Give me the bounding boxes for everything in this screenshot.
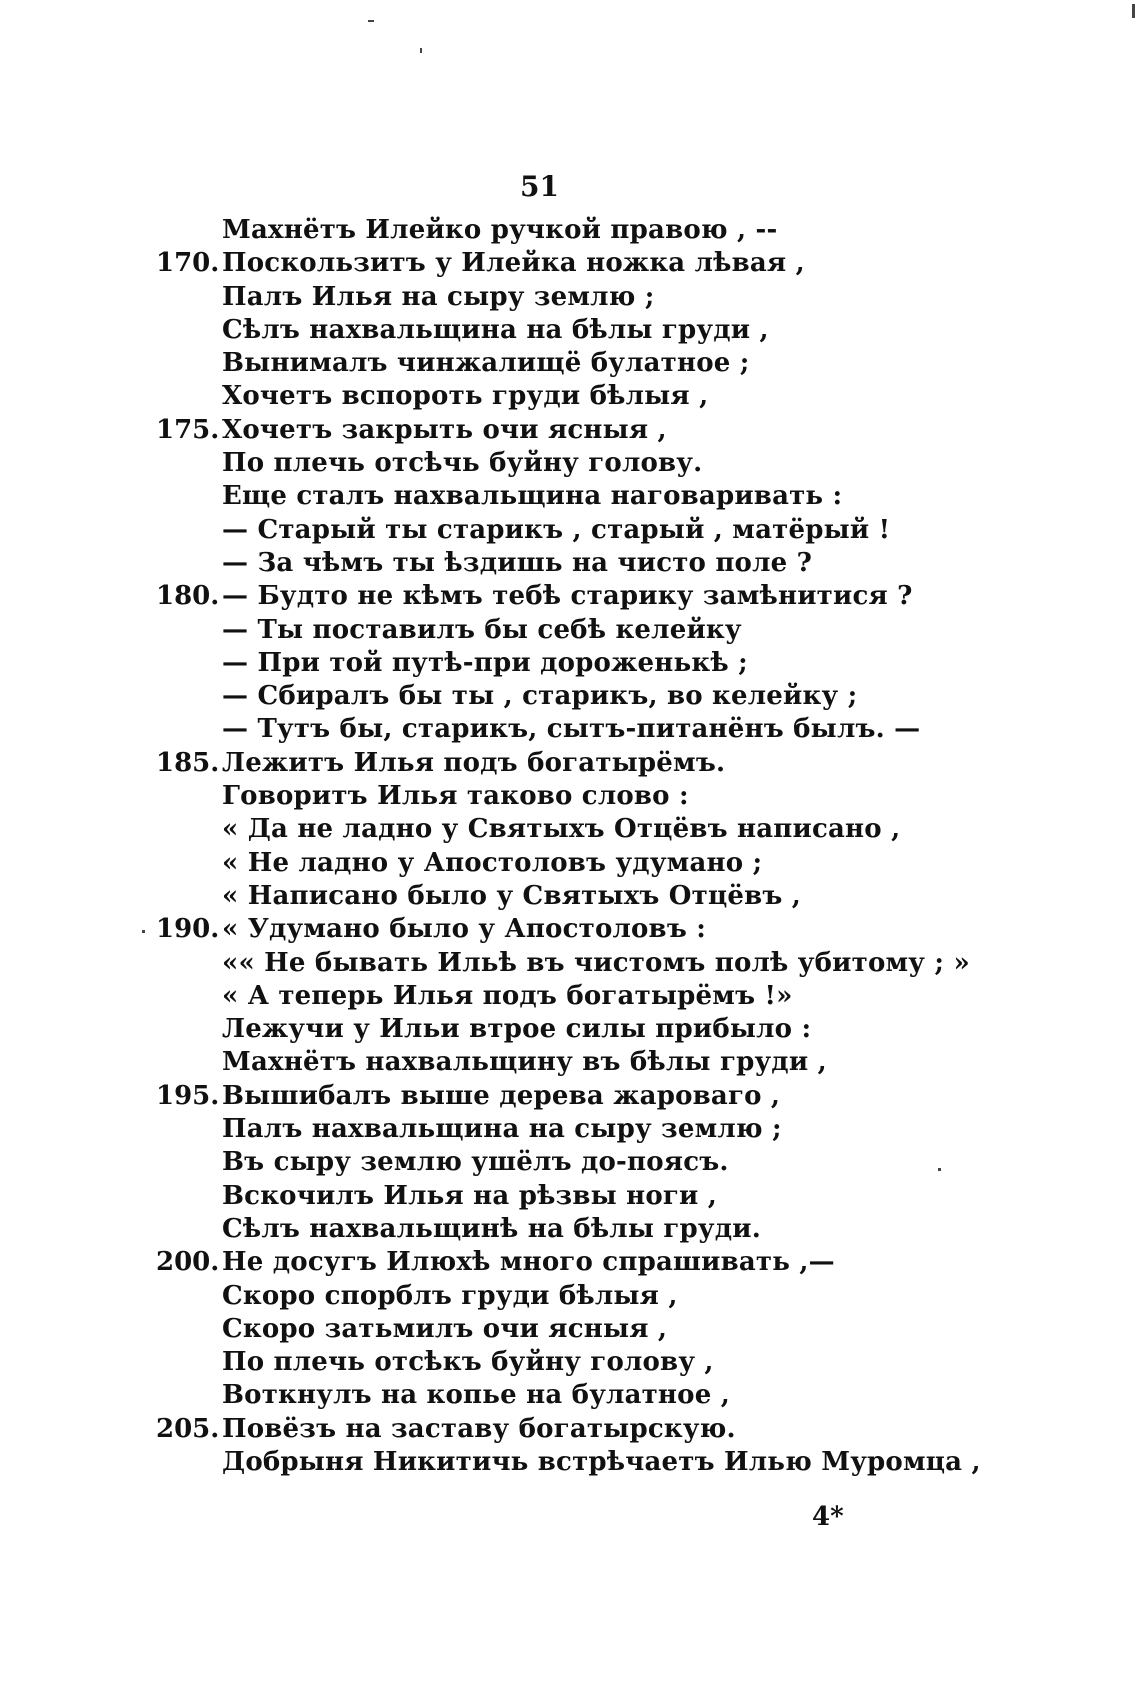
line-text: Лежитъ Илья подъ богатырёмъ. xyxy=(222,747,726,778)
line-text: — При той путѣ-при дороженькѣ ; xyxy=(222,647,748,678)
scan-speck xyxy=(368,20,374,22)
poem-line xyxy=(0,1313,1140,1346)
line-text: Скоро спорблъ груди бѣлыя , xyxy=(222,1280,678,1311)
line-number: 180. xyxy=(156,581,220,612)
poem-line xyxy=(0,347,1140,380)
line-text: Палъ нахвальщина на сыру землю ; xyxy=(222,1114,782,1145)
line-number: 205. xyxy=(156,1413,220,1444)
poem-line xyxy=(0,614,1140,647)
poem-line xyxy=(0,414,1140,447)
line-text: Сѣлъ нахвальщина на бѣлы груди , xyxy=(222,314,769,345)
poem-line xyxy=(0,1379,1140,1412)
line-text: Вышибалъ выше дерева жароваго , xyxy=(222,1080,781,1111)
poem-line xyxy=(0,281,1140,314)
poem-line xyxy=(0,1080,1140,1113)
line-text: — Ты поставилъ бы себѣ келейку xyxy=(222,614,742,645)
line-text: Вскочилъ Илья на рѣзвы ноги , xyxy=(222,1180,718,1211)
poem-line xyxy=(0,480,1140,513)
line-text: «« Не бывать Ильѣ въ чистомъ полѣ убитому ; » xyxy=(222,947,970,978)
line-text: Хочетъ закрыть очи ясныя , xyxy=(222,414,667,445)
line-text: Сѣлъ нахвальщинѣ на бѣлы груди. xyxy=(222,1213,761,1244)
poem-line xyxy=(0,1180,1140,1213)
poem-line xyxy=(0,1146,1140,1179)
poem-line xyxy=(0,847,1140,880)
poem-line xyxy=(0,380,1140,413)
poem-line xyxy=(0,913,1140,946)
line-text: Хочетъ вспороть груди бѣлыя , xyxy=(222,381,709,412)
line-text: « А теперь Илья подъ богатырёмъ !» xyxy=(222,980,793,1011)
line-text: Въ сыру землю ушёлъ до-поясъ. xyxy=(222,1147,729,1178)
line-text: Воткнулъ на копье на булатное , xyxy=(222,1380,730,1411)
line-text: — Сбиралъ бы ты , старикъ, во келейку ; xyxy=(222,681,858,712)
poem-line xyxy=(0,1246,1140,1279)
poem-line xyxy=(0,580,1140,613)
line-text: Не досугъ Илюхѣ много спрашивать ,— xyxy=(222,1247,835,1278)
line-text: — Тутъ бы, старикъ, сытъ-питанёнъ былъ. — xyxy=(222,714,921,745)
line-text: Добрыня Никитичь встрѣчаетъ Илью Муромца , xyxy=(222,1446,981,1477)
line-text: Говоритъ Илья таково слово : xyxy=(222,781,689,812)
line-text: Вынималъ чинжалищё булатное ; xyxy=(222,348,750,379)
line-text: « Написано было у Святыхъ Отцёвъ , xyxy=(222,880,802,911)
poem-line xyxy=(0,514,1140,547)
line-text: « Удумано было у Апостоловъ : xyxy=(222,914,707,945)
line-text: Еще сталъ нахвальщина наговаривать : xyxy=(222,481,843,512)
poem-line xyxy=(0,247,1140,280)
poem-line xyxy=(0,1413,1140,1446)
line-number: 200. xyxy=(156,1247,220,1278)
page-number: 51 xyxy=(520,170,559,203)
line-text: По плечь отсѣчь буйну голову. xyxy=(222,448,703,479)
line-text: Палъ Илья на сыру землю ; xyxy=(222,281,655,312)
poem-line xyxy=(0,880,1140,913)
poem-line xyxy=(0,447,1140,480)
poem-line xyxy=(0,680,1140,713)
line-number: 175. xyxy=(156,414,220,445)
poem-line xyxy=(0,647,1140,680)
scan-speck xyxy=(1132,4,1135,18)
poem-line xyxy=(0,713,1140,746)
line-number: 185. xyxy=(156,747,220,778)
line-text: Скоро затьмилъ очи ясныя , xyxy=(222,1313,668,1344)
line-text: Поскользитъ у Илейка ножка лѣвая , xyxy=(222,248,805,279)
poem-line xyxy=(0,547,1140,580)
line-text: Повёзъ на заставу богатырскую. xyxy=(222,1413,736,1444)
poem-line xyxy=(0,1213,1140,1246)
poem-line xyxy=(0,314,1140,347)
poem-text xyxy=(0,214,1140,1479)
line-text: « Да не ладно у Святыхъ Отцёвъ написано , xyxy=(222,814,901,845)
line-text: Лежучи у Ильи втрое силы прибыло : xyxy=(222,1014,812,1045)
poem-line xyxy=(0,980,1140,1013)
signature-mark: 4* xyxy=(812,1502,844,1532)
line-text: — Будто не кѣмъ тебѣ старику замѣнитися ? xyxy=(222,581,913,612)
line-number: 170. xyxy=(156,248,220,279)
poem-line xyxy=(0,214,1140,247)
poem-line xyxy=(0,1013,1140,1046)
line-text: Махнётъ нахвальщину въ бѣлы груди , xyxy=(222,1047,827,1078)
poem-line xyxy=(0,813,1140,846)
poem-line xyxy=(0,1446,1140,1479)
scan-speck xyxy=(420,48,422,53)
line-text: Махнётъ Илейко ручкой правою , -- xyxy=(222,215,778,245)
line-number: 195. xyxy=(156,1080,220,1111)
poem-line xyxy=(0,947,1140,980)
poem-line xyxy=(0,1346,1140,1379)
poem-line xyxy=(0,780,1140,813)
line-text: По плечь отсѣкъ буйну голову , xyxy=(222,1347,714,1378)
line-text: « Не ладно у Апостоловъ удумано ; xyxy=(222,847,763,878)
line-text: — Старый ты старикъ , старый , матёрый ! xyxy=(222,514,891,545)
line-text: — За чѣмъ ты ѣздишь на чисто поле ? xyxy=(222,547,813,578)
poem-line xyxy=(0,1113,1140,1146)
poem-line xyxy=(0,747,1140,780)
poem-line xyxy=(0,1280,1140,1313)
line-number: 190. xyxy=(156,914,220,945)
poem-line xyxy=(0,1046,1140,1079)
